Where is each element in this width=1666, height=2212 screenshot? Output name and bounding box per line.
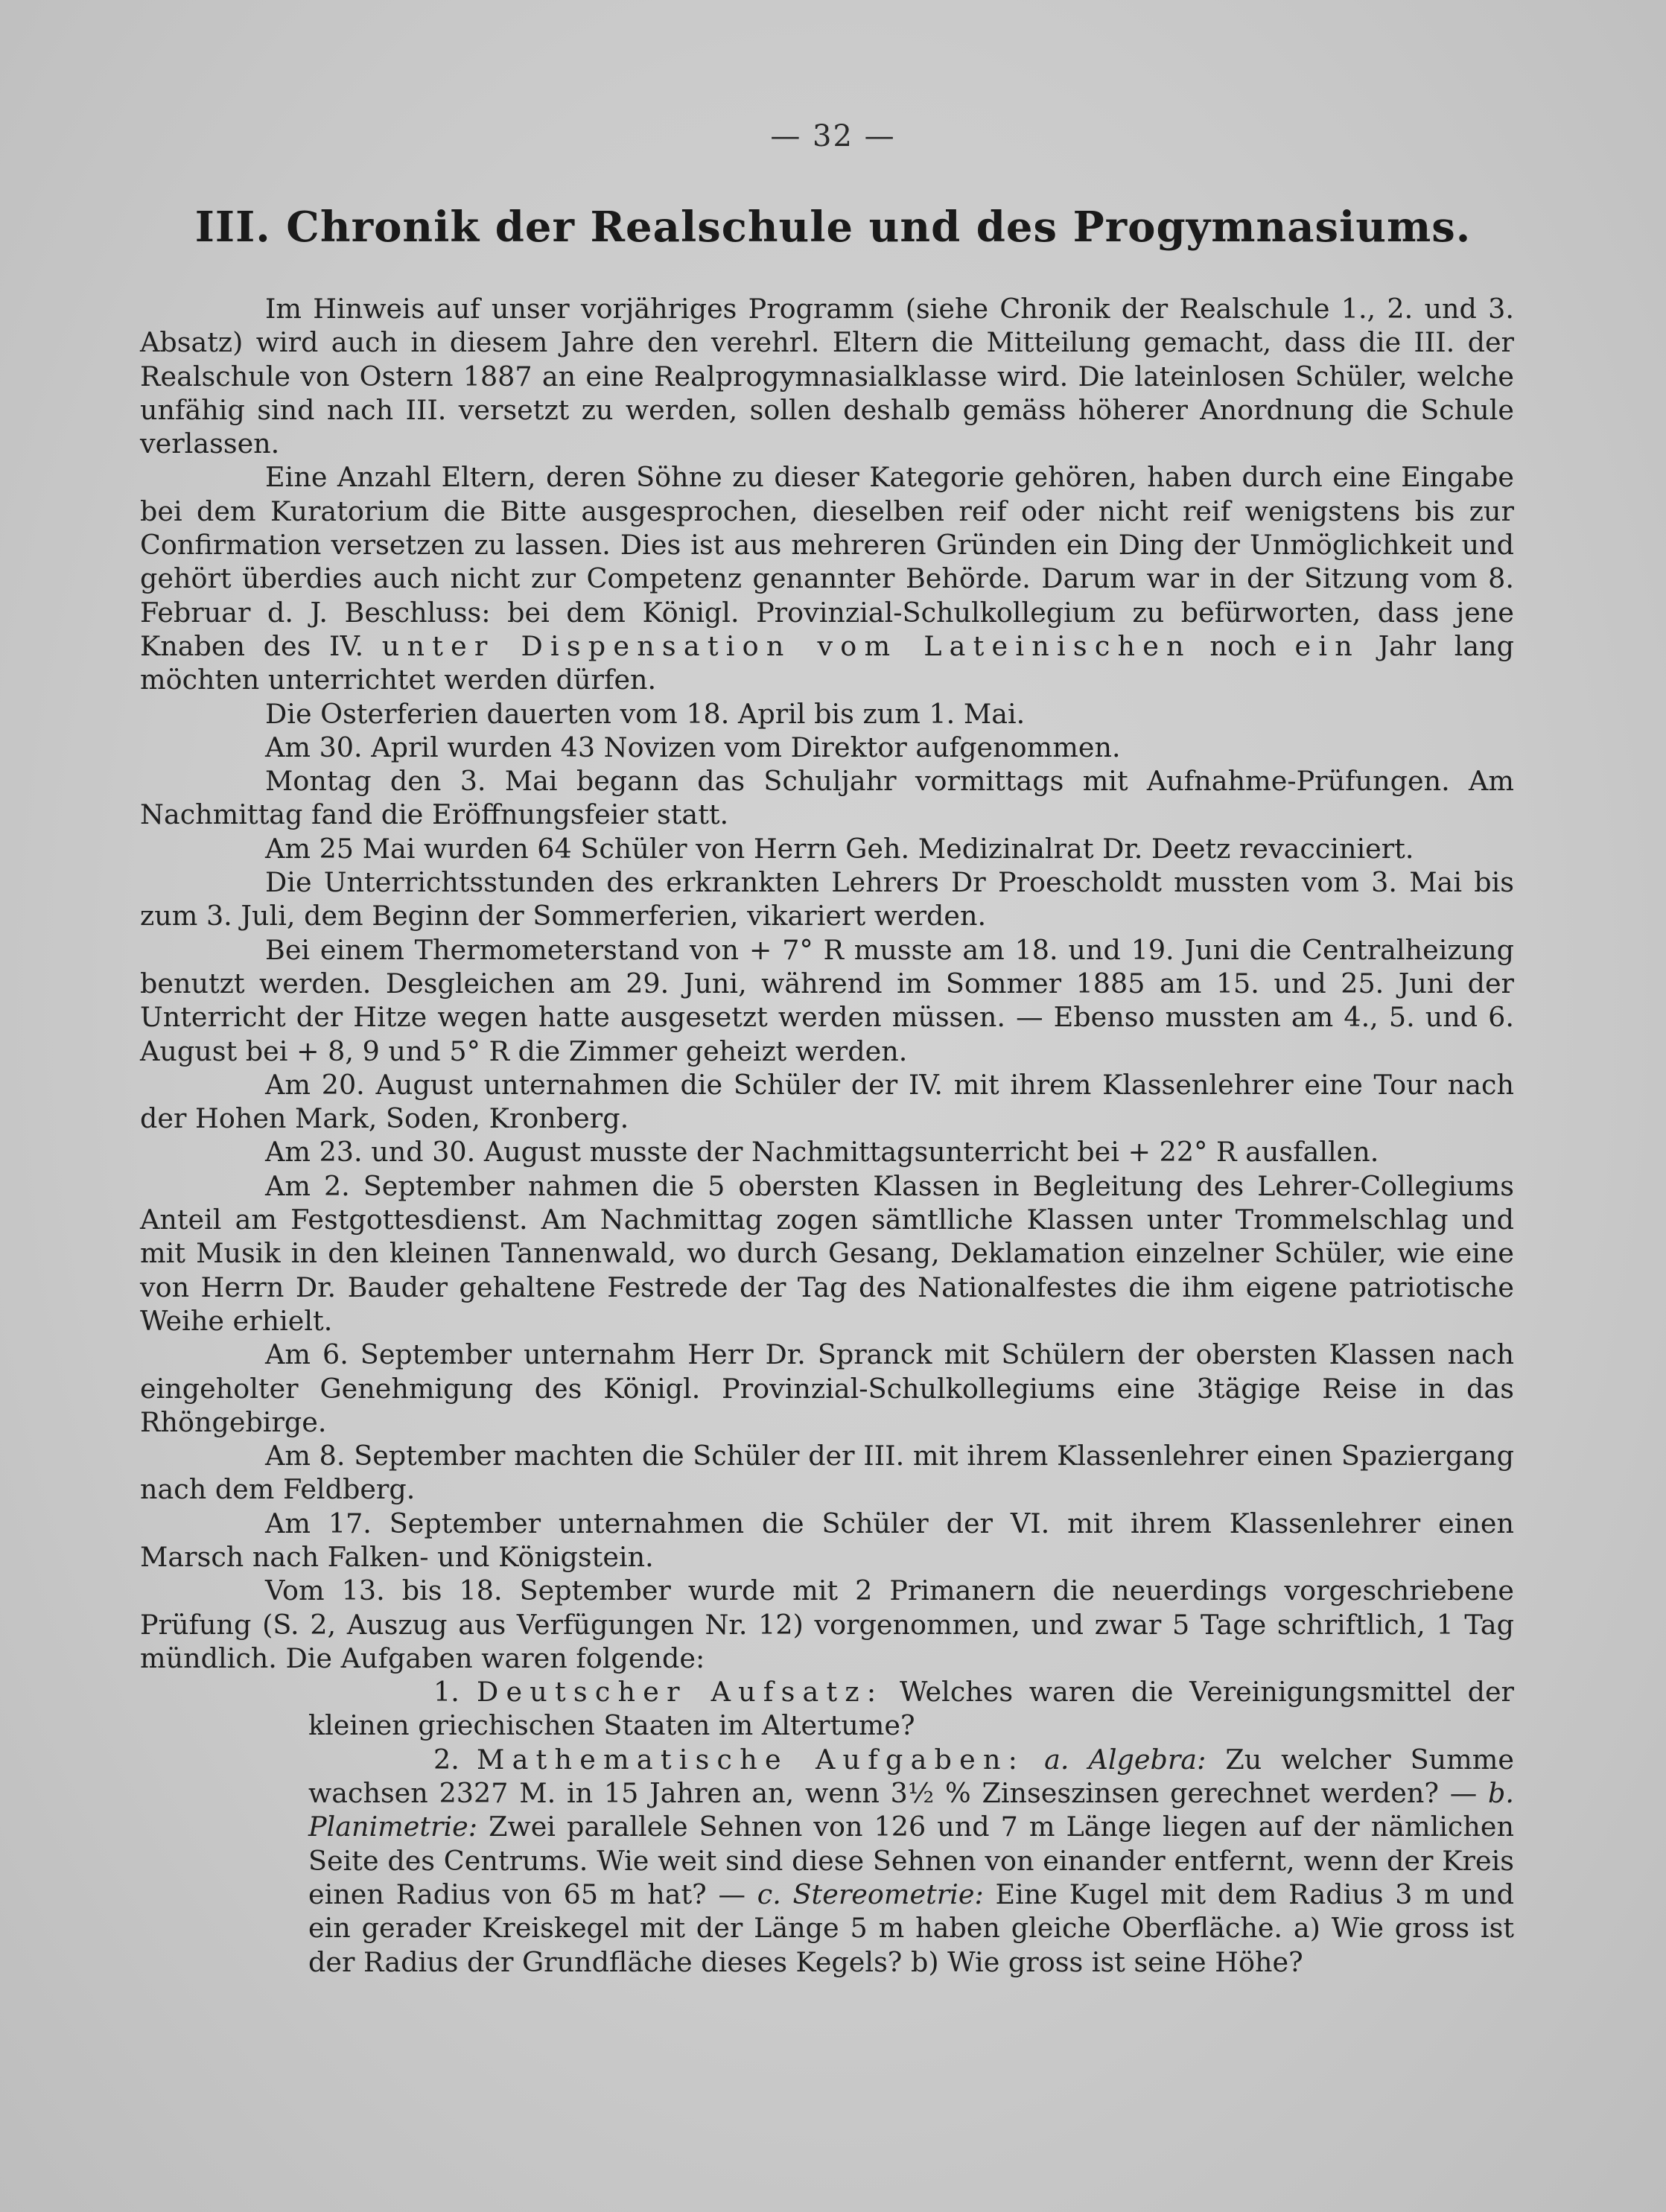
spaced-emphasis: unter Dispensation vom Lateinischen <box>381 629 1192 662</box>
paragraph: Montag den 3. Mai begann das Schuljahr vormittags mit Aufnahme-Prüfungen. Am Nachmittag fand die Eröffnungsfeier statt. <box>140 765 1514 831</box>
subtask-label-c: c. Stereometrie: <box>757 1878 984 1910</box>
paragraph: Am 8. September machten die Schüler der III. mit ihrem Klassenlehrer einen Spaziergang nach dem Feldberg. <box>140 1440 1514 1506</box>
paragraph: Die Unterrichtsstunden des erkrankten Lehrers Dr Proescholdt mussten vom 3. Mai bis zum 3. Juli, dem Beginn der Sommerferien, vikariert werden. <box>140 866 1514 932</box>
body-text <box>140 292 1514 1979</box>
paragraph: Am 2. September nahmen die 5 obersten Klassen in Begleitung des Lehrer-Collegiums Anteil am Festgottesdienst. Am Nachmittag zogen sämtlliche Klassen unter Trommelschlag und mit Musik in den kleinen Tannenwald, wo durch Gesang, Deklamation einzelner Schüler, wie eine von Herrn Dr. Bauder gehaltene Festrede der Tag des Nationalfestes die ihm eigene patriotische Weihe erhielt. <box>140 1169 1514 1337</box>
paragraph: Vom 13. bis 18. September wurde mit 2 Primanern die neuerdings vorgeschriebene Prüfung (S. 2, Auszug aus Verfügungen Nr. 12) vorgenommen, und zwar 5 Tage schriftlich, 1 Tag mündlich. Die Aufgaben waren folgende: <box>140 1574 1514 1674</box>
subtask-text-a: Zu welcher Summe wachsen 2327 M. in 15 Jahren an, wenn 3½ % Zinseszinsen gerechnet werden? — <box>308 1743 1514 1810</box>
paragraph-text: Eine Anzahl Eltern, deren Söhne zu dieser Kategorie gehören, haben durch eine Eingabe bei dem Kuratorium die Bitte ausgesprochen, dieselben reif oder nicht reif wenigstens bis zur Confirmation versetzen zu lassen. Dies ist aus mehreren Gründen ein Ding der Unmöglichkeit und gehört überdies auch nicht zur Competenz genannter Behörde. Darum war in der Sitzung vom 8. Februar d. J. Beschluss: bei dem Königl. Provinzial-Schulkollegium zu befürworten, dass jene Knaben des IV. <box>140 461 1514 662</box>
task-item <box>140 1743 1514 1979</box>
task-number: 2. <box>433 1743 460 1776</box>
paragraph <box>140 460 1514 696</box>
task-text: Welches waren die Vereinigungsmittel der kleinen griechischen Staaten im Altertume? <box>308 1676 1514 1742</box>
paragraph: Am 17. September unternahmen die Schüler der VI. mit ihrem Klassenlehrer einen Marsch nach Falken- und Königstein. <box>140 1507 1514 1573</box>
page-number: — 32 — <box>770 119 896 153</box>
chapter-title: III. Chronik der Realschule und des Progymnasiums. <box>194 203 1472 252</box>
task-heading: Deutscher Aufsatz: <box>477 1676 884 1709</box>
paragraph: Am 25 Mai wurden 64 Schüler von Herrn Geh. Medizinalrat Dr. Deetz revacciniert. <box>265 832 1414 865</box>
subtask-text-b: Zwei parallele Sehnen von 126 und 7 m Länge liegen auf der nämlichen Seite des Centrums. Wie weit sind diese Sehnen von einander entfernt, wenn der Kreis einen Radius von 65 m hat? — <box>308 1811 1514 1910</box>
task-heading: Mathematische Aufgaben: <box>477 1743 1026 1776</box>
paragraph: Die Osterferien dauerten vom 18. April bis zum 1. Mai. <box>265 697 1026 730</box>
subtask-text-c: Eine Kugel mit dem Radius 3 m und ein gerader Kreiskegel mit der Länge 5 m haben gleiche Oberfläche. a) Wie gross ist der Radius der Grundfläche dieses Kegels? b) Wie gross ist seine Höhe? <box>308 1878 1514 1978</box>
paragraph: Bei einem Thermometerstand von + 7° R musste am 18. und 19. Juni die Centralheizung benutzt werden. Desgleichen am 29. Juni, während im Sommer 1885 am 15. und 25. Juni der Unterricht der Hitze wegen hatte ausgesetzt werden müssen. — Ebenso mussten am 4., 5. und 6. August bei + 8, 9 und 5° R die Zimmer geheizt werden. <box>140 933 1514 1067</box>
paragraph: Am 20. August unternahmen die Schüler der IV. mit ihrem Klassenlehrer eine Tour nach der Hohen Mark, Soden, Kronberg. <box>140 1068 1514 1135</box>
paragraph: Am 30. April wurden 43 Novizen vom Direktor aufgenommen. <box>265 731 1121 763</box>
subtask-label-b: b. Planimetrie: <box>308 1777 1514 1843</box>
paragraph-text: Jahr lang möchten unterrichtet werden dürfen. <box>140 629 1514 696</box>
paragraph-text: noch <box>1191 629 1295 662</box>
task-number: 1. <box>433 1676 460 1709</box>
subtask-label-a: a. Algebra: <box>1044 1743 1206 1776</box>
paragraph: Am 6. September unternahm Herr Dr. Spranck mit Schülern der obersten Klassen nach eingeholter Genehmigung des Königl. Provinzial-Schulkollegiums eine 3tägige Reise in das Rhöngebirge. <box>140 1338 1514 1438</box>
spaced-emphasis: ein <box>1294 629 1360 662</box>
task-item <box>140 1675 1514 1743</box>
paragraph: Am 23. und 30. August musste der Nachmittagsunterricht bei + 22° R ausfallen. <box>265 1136 1379 1169</box>
paragraph: Im Hinweis auf unser vorjähriges Programm (siehe Chronik der Realschule 1., 2. und 3. Absatz) wird auch in diesem Jahre den verehrl. Eltern die Mitteilung gemacht, dass die III. der Realschule von Ostern 1887 an eine Realprogymnasialklasse wird. Die lateinlosen Schüler, welche unfähig sind nach III. versetzt zu werden, sollen deshalb gemäss höherer Anordnung die Schule verlassen. <box>140 293 1514 460</box>
